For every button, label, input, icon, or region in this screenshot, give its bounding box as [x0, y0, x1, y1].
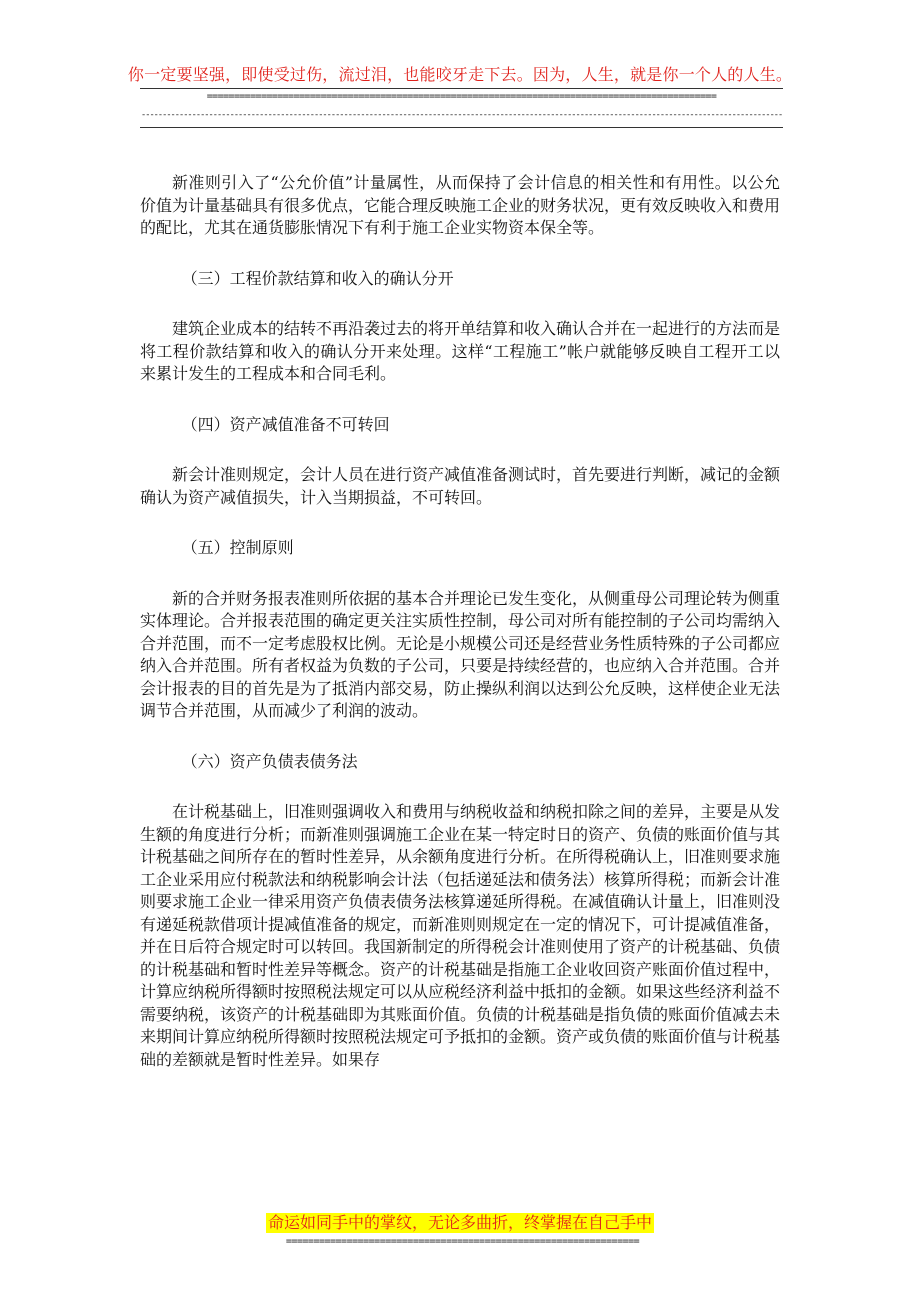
document-body	[140, 172, 780, 1071]
paragraph-balance-sheet-liability: 在计税基础上，旧准则强调收入和费用与纳税收益和纳税扣除之间的差异，主要是从发生额的角度进行分析；而新准则强调施工企业在某一特定时日的资产、负债的账面价值与其计税基础之间所存在的暂时性差异，从余额角度进行分析。在所得税确认上，旧准则要求施工企业采用应付税款法和纳税影响会计法（包括递延法和债务法）核算所得税；而新会计准则要求施工企业一律采用资产负债表债务法核算递延所得税。在减值确认计量上，旧准则没有递延税款借项计提减值准备的规定，而新准则则规定在一定的情况下，可计提减值准备，并在日后符合规定时可以转回。我国新制定的所得税会计准则使用了资产的计税基础、负债的计税基础和暂时性差异等概念。资产的计税基础是指施工企业收回资产账面价值过程中，计算应纳税所得额时按照税法规定可以从应税经济利益中抵扣的金额。如果这些经济利益不需要纳税，该资产的计税基础即为其账面价值。负债的计税基础是指负债的账面价值减去未来期间计算应纳税所得额时按照税法规定可予抵扣的金额。资产或负债的账面价值与计税基础的差额就是暂时性差异。如果存	[140, 802, 781, 1069]
header-separator-dashes: --------------------------------------------------------------------------------------------------------------------------------------------------------	[140, 110, 783, 120]
heading-section-5: （五）控制原则	[181, 538, 294, 557]
paragraph-settlement: 建筑企业成本的结转不再沿袭过去的将开单结算和收入确认合并在一起进行的方法而是将工程价款结算和收入的确认分开来处理。这样“工程施工”帐户就能够反映自工程开工以来累计发生的工程成本和合同毛利。	[140, 319, 781, 383]
heading-section-3: （三）工程价款结算和收入的确认分开	[181, 268, 454, 288]
footer-motto: 命运如同手中的掌纹，无论多曲折，终掌握在自己手中	[267, 1213, 652, 1232]
header-rule-top	[140, 88, 783, 89]
page-footer	[0, 1213, 920, 1233]
paragraph-fair-value: 新准则引入了“公允价值”计量属性，从而保持了会计信息的相关性和有用性。以公允价值为计量基础具有很多优点，它能合理反映施工企业的财务状况，更有效反映收入和费用的配比，尤其在通货膨胀情况下有利于施工企业实物资本保全等。	[140, 173, 781, 237]
header-separator-equals: ==============================================================================================	[206, 91, 717, 102]
paragraph-control-principle: 新的合并财务报表准则所依据的基本合并理论已发生变化，从侧重母公司理论转为侧重实体理论。合并报表范围的确定更关注实质性控制，母公司对所有能控制的子公司均需纳入合并范围，而不一定考虑股权比例。无论是小规模公司还是经营业务性质特殊的子公司都应纳入合并范围。所有者权益为负数的子公司，只要是持续经营的，也应纳入合并范围。合并会计报表的目的首先是为了抵消内部交易，防止操纵利润以达到公允反映，这样使企业无法调节合并范围，从而减少了利润的波动。	[140, 588, 781, 720]
footer-separator-equals: ================================================================	[285, 1236, 640, 1247]
header-motto: 你一定要坚强，即使受过伤，流过泪，也能咬牙走下去。因为，人生，就是你一个人的人生。	[127, 65, 793, 84]
heading-section-4: （四）资产减值准备不可转回	[181, 414, 390, 434]
paragraph-impairment: 新会计准则规定，会计人员在进行资产减值准备测试时，首先要进行判断，减记的金额确认为资产减值损失，计入当期损益，不可转回。	[140, 465, 781, 507]
heading-section-6: （六）资产负债表债务法	[181, 751, 358, 771]
header-rule-bottom	[140, 127, 783, 128]
